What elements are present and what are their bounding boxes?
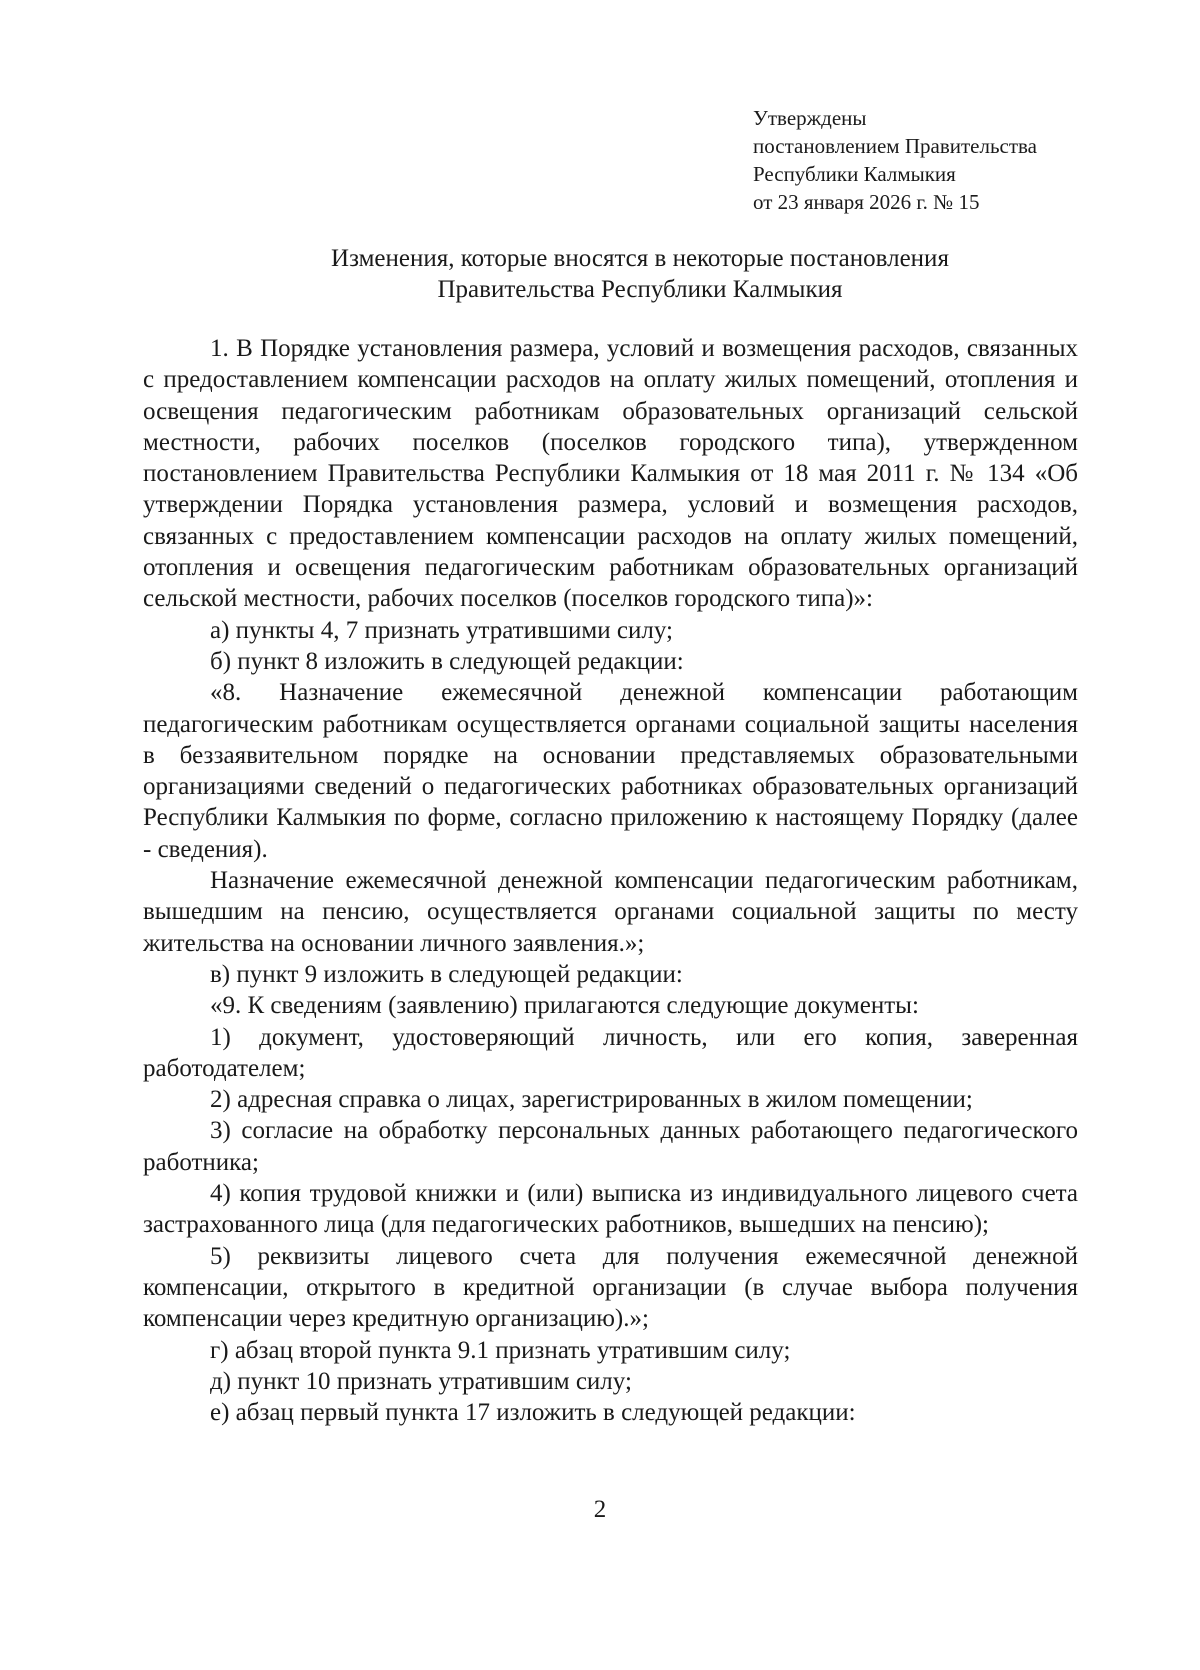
paragraph: а) пункты 4, 7 признать утратившими силу; <box>210 616 673 644</box>
title-line: Правительства Республики Калмыкия <box>437 276 843 303</box>
paragraph: 2) адресная справка о лицах, зарегистрированных в жилом помещении; <box>210 1086 973 1114</box>
paragraph: «8. Назначение ежемесячной денежной компенсации работающим педагогическим работникам осуществляется органами социальной защиты населения в беззаявительном порядке на основании представляемых образовательными организациями сведений о педагогических работниках образовательных организаций Республики Калмыкия по форме, согласно приложению к настоящему Порядку (далее - сведения). <box>143 679 1078 863</box>
document-title <box>140 243 1140 305</box>
paragraph: б) пункт 8 изложить в следующей редакции: <box>210 647 684 675</box>
document-body <box>143 333 1078 1428</box>
approval-line: от 23 января 2026 г. № 15 <box>753 190 980 214</box>
paragraph: в) пункт 9 изложить в следующей редакции: <box>210 960 683 988</box>
paragraph: е) абзац первый пункта 17 изложить в следующей редакции: <box>210 1399 856 1427</box>
paragraph: 1. В Порядке установления размера, условий и возмещения расходов, связанных с предоставлением компенсации расходов на оплату жилых помещений, отопления и освещения педагогическим работникам образовательных организаций сельской местности, рабочих поселков (поселков городского типа), утвержденном постановлением Правительства Республики Калмыкия от 18 мая 2011 г. № 134 «Об утверждении Порядка установления размера, условий и возмещения расходов, связанных с предоставлением компенсации расходов на оплату жилых помещений, отопления и освещения педагогическим работникам образовательных организаций сельской местности, рабочих поселков (поселков городского типа)»: <box>143 335 1078 613</box>
paragraph: д) пункт 10 признать утратившим силу; <box>210 1367 632 1395</box>
paragraph: г) абзац второй пункта 9.1 признать утратившим силу; <box>210 1336 791 1364</box>
approval-line: Республики Калмыкия <box>753 162 956 186</box>
approval-line: Утверждены <box>753 106 867 130</box>
page-number: 2 <box>593 1496 607 1523</box>
approval-stamp <box>753 104 1037 216</box>
approval-line: постановлением Правительства <box>753 134 1038 158</box>
paragraph: 5) реквизиты лицевого счета для получения ежемесячной денежной компенсации, открытого в кредитной организации (в случае выбора получения компенсации через кредитную организацию).»; <box>143 1242 1078 1333</box>
paragraph: «9. К сведениям (заявлению) прилагаются следующие документы: <box>210 992 919 1020</box>
paragraph: 4) копия трудовой книжки и (или) выписка из индивидуального лицевого счета застрахованного лица (для педагогических работников, вышедших на пенсию); <box>143 1180 1078 1239</box>
title-line: Изменения, которые вносятся в некоторые постановления <box>331 245 949 272</box>
paragraph: 3) согласие на обработку персональных данных работающего педагогического работника; <box>143 1117 1078 1176</box>
paragraph: Назначение ежемесячной денежной компенсации педагогическим работникам, вышедшим на пенсию, осуществляется органами социальной защиты по месту жительства на основании личного заявления.»; <box>143 867 1078 957</box>
paragraph: 1) документ, удостоверяющий личность, или его копия, заверенная работодателем; <box>143 1023 1078 1082</box>
